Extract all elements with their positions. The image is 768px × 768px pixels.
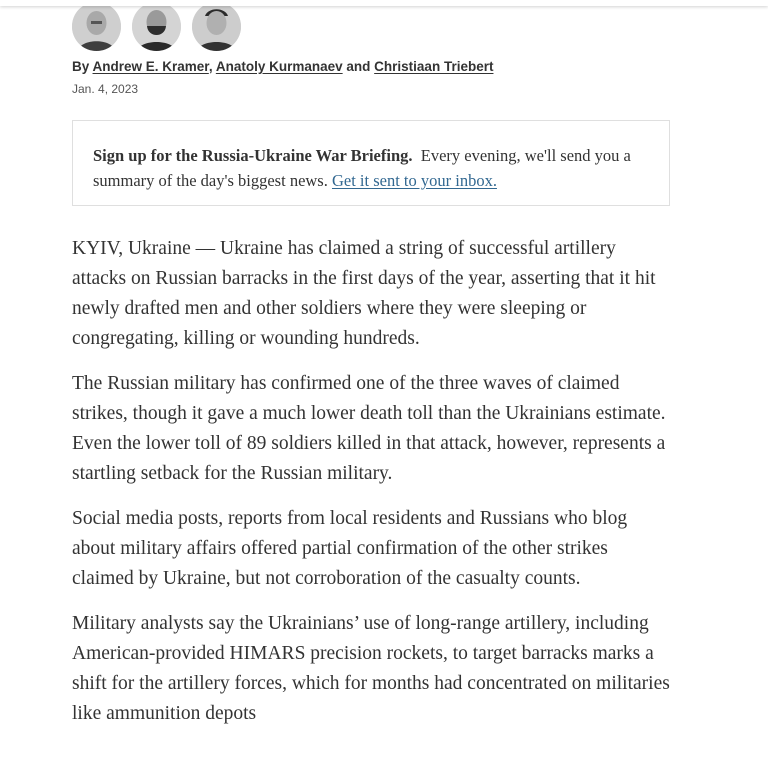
- author-photo-andrew-kramer[interactable]: [72, 2, 121, 51]
- byline-prefix: By: [72, 59, 90, 74]
- byline-separator: ,: [208, 59, 213, 74]
- author-link-christiaan-triebert[interactable]: Christiaan Triebert: [374, 59, 494, 74]
- author-photo-anatoly-kurmanaev[interactable]: [132, 2, 181, 51]
- newsletter-signup-box: [72, 120, 670, 206]
- author-photo-christiaan-triebert[interactable]: [192, 2, 241, 51]
- newsletter-description: Every evening, we'll send you a summary of the day's biggest news.: [93, 146, 631, 190]
- article-paragraph: The Russian military has confirmed one of the three waves of claimed strikes, though it gave a much lower death toll than the Ukrainians estimate. Even the lower toll of 89 soldiers killed in that attack, however, represents a startling setback for the Russian military.: [72, 373, 666, 484]
- article-byline: [72, 59, 493, 74]
- author-link-anatoly-kurmanaev[interactable]: Anatoly Kurmanaev: [215, 59, 343, 74]
- top-header-bar: [0, 0, 768, 6]
- article-paragraph: Military analysts say the Ukrainians’ use of long-range artillery, including American-provided HIMARS precision rockets, to target barracks marks a shift for the artillery forces, which for months had concentrated on militaries like ammunition depots: [72, 613, 670, 724]
- article-body: [72, 234, 672, 744]
- article-paragraph: KYIV, Ukraine — Ukraine has claimed a string of successful artillery attacks on Russian barracks in the first days of the year, asserting that it hit newly drafted men and other soldiers where they were sleeping or congregating, killing or wounding hundreds.: [72, 238, 656, 349]
- article-paragraph: Social media posts, reports from local residents and Russians who blog about military affairs offered partial confirmation of the other strikes claimed by Ukraine, but not corroboration of the casualty counts.: [72, 508, 628, 589]
- newsletter-title: Sign up for the Russia-Ukraine War Briefing.: [93, 146, 413, 165]
- byline-conjunction: and: [346, 59, 371, 74]
- author-avatars: [72, 2, 241, 51]
- author-link-andrew-kramer[interactable]: Andrew E. Kramer: [92, 59, 209, 74]
- publish-date: Jan. 4, 2023: [72, 82, 139, 96]
- newsletter-signup-link[interactable]: Get it sent to your inbox.: [331, 171, 497, 190]
